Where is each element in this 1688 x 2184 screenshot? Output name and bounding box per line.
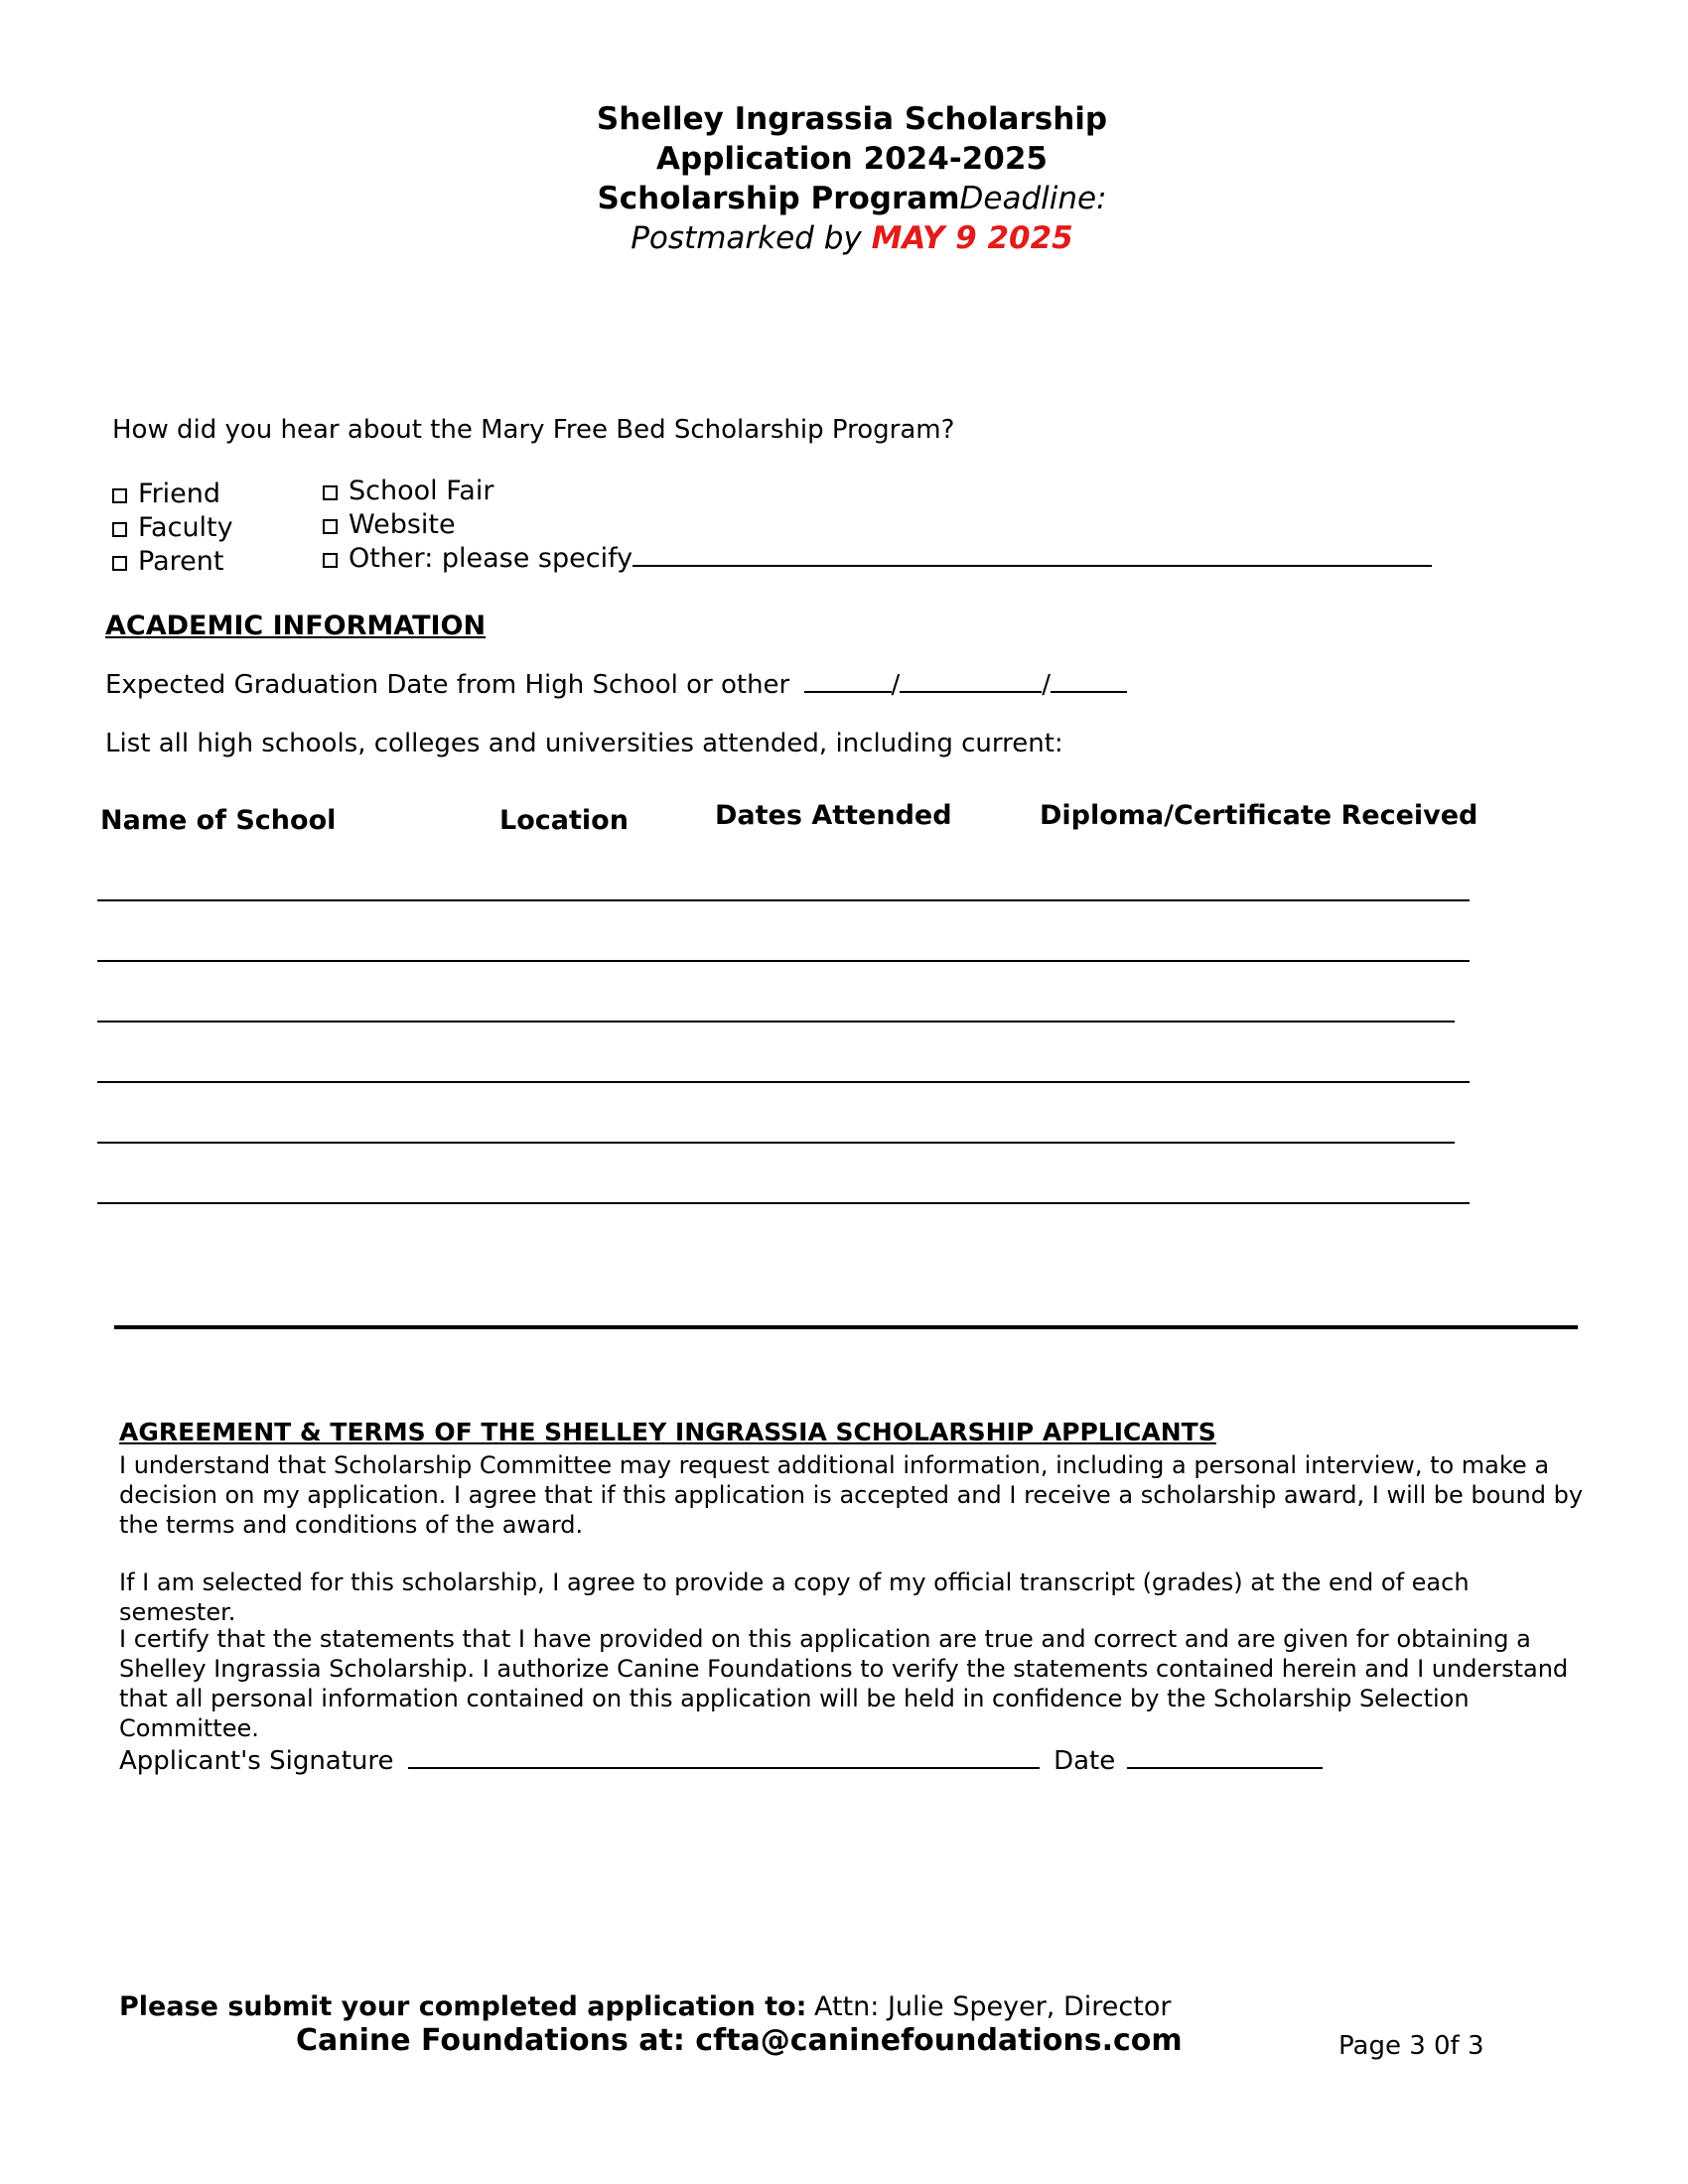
checkbox-icon[interactable] [112, 488, 127, 503]
checkbox-friend[interactable] [112, 478, 220, 511]
graduation-date-label: Expected Graduation Date from High School or other [105, 670, 790, 700]
grad-day-field[interactable] [900, 669, 1042, 693]
program-label: Scholarship Program [597, 181, 960, 216]
agreement-paragraph-3: I certify that the statements that I have provided on this application are true and correct and are given for obtaining a Shelley Ingrassia Scholarship. I authorize Canine Foundations to verify the statements contained herein and I understand that all personal information contained on this application will be held in confidence by the Scholarship Selection Committee. [119, 1625, 1569, 1742]
checkbox-other[interactable] [323, 542, 1432, 576]
graduation-date-row: Expected Graduation Date from High School or other / / [105, 669, 1127, 700]
section-divider [114, 1325, 1578, 1329]
other-specify-line[interactable] [633, 543, 1432, 567]
checkbox-icon[interactable] [112, 556, 127, 571]
agreement-paragraph-1: I understand that Scholarship Committee may request additional information, including a personal interview, to make a decision on my application. I agree that if this application is accepted and I receive a scholarship award, I will be bound by the terms and conditions of the award. [119, 1451, 1584, 1539]
date-label: Date [1054, 1746, 1116, 1776]
checkbox-faculty[interactable] [112, 511, 233, 545]
column-diploma: Diploma/Certificate Received [1040, 800, 1478, 831]
grad-year-field[interactable] [1051, 669, 1127, 693]
schools-prompt: List all high schools, colleges and universities attended, including current: [105, 729, 1063, 758]
checkbox-label: Faculty [138, 512, 233, 543]
signature-date-field[interactable] [1127, 1745, 1323, 1769]
agreement-heading: AGREEMENT & TERMS OF THE SHELLEY INGRASSIA SCHOLARSHIP APPLICANTS [119, 1418, 1216, 1446]
school-entry-line-5[interactable] [97, 1142, 1455, 1144]
checkbox-website[interactable] [323, 508, 456, 542]
checkbox-label: Other: please specify [349, 543, 633, 574]
title-line-1: Shelley Ingrassia Scholarship [596, 101, 1108, 137]
checkbox-label: School Fair [349, 476, 494, 506]
contact-line: Canine Foundations at: cfta@caninefoundations.com [296, 2023, 1183, 2058]
checkbox-label: Friend [138, 478, 221, 509]
column-dates-attended: Dates Attended [715, 800, 952, 831]
referral-question: How did you hear about the Mary Free Bed Scholarship Program? [112, 415, 955, 445]
page-number: Page 3 0f 3 [1338, 2031, 1484, 2061]
signature-row [119, 1745, 1323, 1776]
academic-heading: ACADEMIC INFORMATION [105, 611, 487, 641]
checkbox-icon[interactable] [323, 485, 338, 500]
checkbox-label: Parent [138, 546, 224, 577]
checkbox-school-fair[interactable] [323, 475, 493, 508]
signature-field[interactable] [408, 1745, 1040, 1769]
deadline-prefix: Postmarked by [631, 220, 872, 256]
deadline-label: Deadline: [959, 181, 1107, 216]
checkbox-icon[interactable] [323, 553, 338, 568]
title-line-3 [0, 179, 1688, 218]
signature-label: Applicant's Signature [119, 1746, 394, 1776]
checkbox-icon[interactable] [323, 519, 338, 534]
school-entry-line-2[interactable] [97, 960, 1470, 962]
agreement-paragraph-2: If I am selected for this scholarship, I agree to provide a copy of my official transcript (grades) at the end of each semester. [119, 1569, 1470, 1626]
grad-month-field[interactable] [804, 669, 892, 693]
school-entry-line-6[interactable] [97, 1202, 1470, 1204]
checkbox-icon[interactable] [112, 522, 127, 537]
deadline-line [0, 218, 1688, 258]
checkbox-parent[interactable] [112, 545, 223, 579]
checkbox-label: Website [349, 509, 456, 540]
school-entry-line-4[interactable] [97, 1081, 1470, 1083]
school-entry-line-3[interactable] [97, 1021, 1455, 1023]
column-name-of-school: Name of School [100, 805, 337, 836]
submit-instruction: Please submit your completed application to: [119, 1991, 807, 2022]
title-line-2: Application 2024-2025 [656, 141, 1048, 177]
deadline-date: MAY 9 2025 [871, 220, 1073, 256]
attention-line: Attn: Julie Speyer, Director [814, 1991, 1172, 2022]
column-location: Location [499, 805, 629, 836]
school-entry-line-1[interactable] [97, 899, 1470, 901]
document-header [0, 99, 1688, 258]
